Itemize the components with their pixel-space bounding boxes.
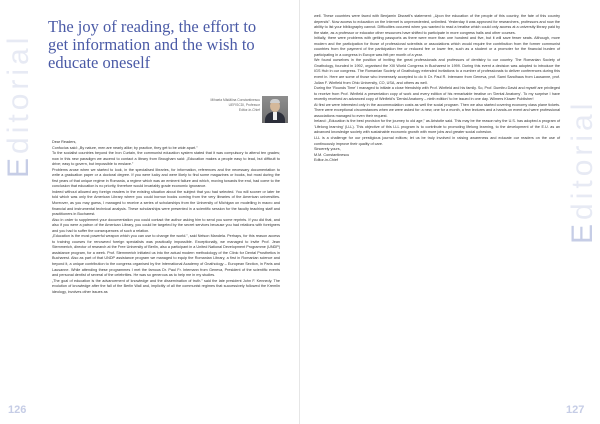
article-body-left xyxy=(52,140,280,295)
article-body-right xyxy=(314,14,560,164)
author-role: Editor-in-Chief xyxy=(238,108,260,112)
paragraph: well. These countries were faced with Benjamin Disraeli's statement: „Upon the education of the people of this country, the fate of this country depends”. Now access to education on the Internet is unprecedented, unlimited. Yesterday it was approved for researchers, professors and now the ability to list your bibliography cannot. Difficulties occurred when you wanted to read a treatise which could only access at a university library paid by the state, as a professor or educator other resources have shifted to participate in more congress halls and other courses. xyxy=(314,14,560,35)
signature-name: M.M. Constantinescu xyxy=(314,152,350,157)
paragraph: Also in order to supplement your documentation you could contact the author asking him to send you some reprints. If you did that, and also if you were a patron of the American Library, you could be targeted by the secret services because you had relations with foreigners and you had to suffer the consequences of such a relation. xyxy=(52,217,280,233)
page-number: 126 xyxy=(8,404,27,416)
author-byline xyxy=(150,98,260,113)
paragraph: „Education is the most powerful weapon which you can use to change the world.”, said Nelson Mandela. Perhaps, for this reason access to training courses for renowned foreign specialists was practically impossible. Exceptionally, we managed to invite Prof. Jean Stemmerich, director of research at the Free University of Berlin, also a participant in a United National Development Programme (UNDP) assistance program, for a week. Prof. Stemmerich initiated us into the actual modern methodology of the Clinic for Dental Prosthetics in Bucharest. Also as part of that UNDP assistance program we managed to equip the Romanian Library, a first in Romanian science and beyond it, a unique contribution to the congress organised by the International Academy of Gnathology – European Section, in Paris and Lausanne. While attending these programmes I met the famous Dr. Paul Fr. Intemann from Geneva, President of the scientific events and personal dentist of several of the celebrities. He was so generous as to help me in my studies. xyxy=(52,234,281,278)
paragraph: Confucius said: „By nature, men are nearly alike; by practice, they get to be wide apart.” xyxy=(52,145,198,150)
signature-role: Editor-in-Chief xyxy=(314,158,338,163)
article-title: The joy of reading, the effort to get information and the wish to educate oneself xyxy=(48,17,257,72)
paragraph: We found ourselves in the position of inviting the great professionals and professors of dentistry to our country. The Romanian Society of Gnathology, founded in 1992, organised the XIII World Congress in Bucharest in 1999. During this event a decision was adopted to introduce the IGS Hub in our congress. The Romanian Society of Gnathology extended invitations to a number of professionals to deliver conferences during this event in. Here are some of those who immensely accepted to do it: Dr. Paul R. Intemann from Geneva, prof. Sami Sandhaus from Lausanne, prof. Julian F. Winfield from Ohio University, CO, USA, and others as well. xyxy=(314,58,560,85)
paragraph: Initially, there were problems with getting passports as there were more than one hundred and five, but it will save fewer seats. Although, more modern and the participation for those of professional scientists or associations which would require the contribution from the former communist countries from the payment of the participation fee or reduced fee or lower fee, such as a student or a promoter for the financial burden of participating in a congress in Europe was felt per month of a year. xyxy=(314,36,560,57)
author-portrait xyxy=(262,96,288,123)
paragraph: During the 'Rounds Time' I managed to initiate a close friendship with Prof. Winfield and his family. So, Prof. Dumitru David and myself are privileged to receive from Prof. Winfield a presentation copy of work and every edition of his remarkable treatise on 'Dental Anatomy'. To my surprise I have recently received an advanced copy of Winfield's 'Dental Anatomy – ninth edition' to be issued in one day. Wilmers Kluwer Publisher! xyxy=(314,86,560,102)
right-page xyxy=(300,0,600,424)
section-label-editorial: Editorial xyxy=(2,33,35,178)
paragraph: Indeed without allowed any foreign readers in the existing situation about the subject that you had selected. You will sooner or later be told which was only the American Library where you could borrow books coming from the very libraries of the American universities. Moreover, as you may guess, I managed to receive a series of scholarships from the University of Michigan on modelling in macro and financial and instrumental technical analysis. These scholarships were presented in a scientific session for the faculty teaching staff and practitioners in Bucharest. xyxy=(52,189,280,217)
paragraph: LLL is a challenge for our prestigious journal editors; let us be truly involved in raising awareness and educate our readers on the use of continuously improve their quality of care. xyxy=(314,136,560,146)
section-label-editorial: Editorial xyxy=(566,99,599,244)
paragraph: Ireland: „Education is the best provision for the journey to old age,” as Aristotle said. This may be the reason why the U.S. has adopted a program of 'Lifelong learning' (LLL). This objective of this LLL program is to contribute to promoting lifelong learning, to the development of the E.U. as an advanced knowledge society with sustainable economic growth with more jobs and greater social cohesion. xyxy=(314,119,560,135)
closing-line: Sincerely yours, xyxy=(314,147,341,152)
page-number: 127 xyxy=(566,404,585,416)
paragraph: To the socialist countries beyond the Iron Curtain, the communist education system stated that it was compulsory to attend ten grades; now in this new paradigm we ascend to contact a library from Brougham said: „Education makes a people easy to lead, but difficult to drive; easy to govern, but impossible to enslave.” xyxy=(52,151,280,167)
paragraph: „The goal of education is the advancement of knowledge and the dissemination of truth.” said the late president John F. Kennedy. The evolution of knowledge after the fall of the Berlin Wall and, implicitly of all the communist regimes that successively followed the Kremlin ideology, involves other issues as xyxy=(52,278,280,294)
paragraph: Dear Readers, xyxy=(52,140,77,144)
author-affiliation: UEFISCDI, Professor xyxy=(228,103,260,107)
paragraph: Problems arose when we started to look, in the specialised libraries, for information, references and the necessary documentation to write a graduation paper or a doctoral degree. If you were lucky and were likely to find some magazines or books, but most during the first years of that unique regime in Romania, a regime which was an eminent failure and which, moving towards the end, had come to the conclusion that education is no priority, therefore would invariably grade economic ignorance. xyxy=(52,167,280,189)
author-name: Mihaela Mădălina Constantinescu xyxy=(210,98,260,102)
paragraph: At first we were interested only in the accommodation costs as well the social program. Then we also started covering economy class plane tickets. There were exceptional circumstances when we were asked for: a new, one for a month, a few lectures and a hands-on event and were professional associations managed to even their request. xyxy=(314,102,560,118)
